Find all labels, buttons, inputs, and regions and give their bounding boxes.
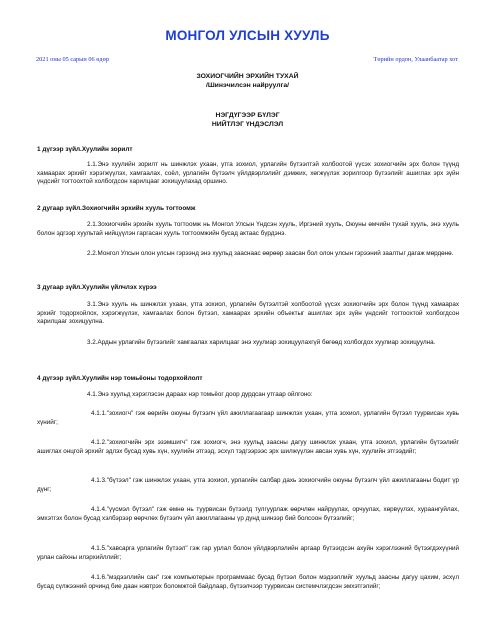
date-line: 2021 оны 05 сарын 06 өдөр xyxy=(36,56,109,63)
chapter-number: НЭГДҮГЭЭР БҮЛЭГ xyxy=(215,112,280,119)
definition-item: 4.1.2."зохиогчийн эрх эзэмшигч" гэж зохиогч, энэ хуульд заасны дагуу шинжлэх ухаан, утга зохиол, урлагийн бүтээлийг ашиглах онцгой эрхийг эдлэх бусад хувь хүн, хуулийн этгээд, эсхүл тэдгээрээс эрх шилжүүлэн авсан хувь хүн, хуулийн этгээдийг; xyxy=(37,439,459,455)
section-heading: 3 дугаар зүйл.Хуулийн үйлчлэх хүрээ xyxy=(37,284,157,291)
definition-item: 4.1.5."хавсарга урлагийн бүтээл" гэж гар урлал болон үйлдвэрлэлийн аргаар бүтээгдсэн ахуйн хэрэглээний бүтээгдэхүүний урлан сайхны илэрхийллийг; xyxy=(37,545,459,561)
definition-item: 4.1.3."бүтээл" гэж шинжлэх ухаан, утга зохиол, урлагийн салбар дахь зохиогчийн оюуны бүтээлч үйл ажиллагааны бодит үр дүнг; xyxy=(37,477,459,493)
chapter-title: НИЙТЛЭГ ҮНДЭСЛЭЛ xyxy=(211,121,284,128)
section-heading: 2 дугаар зүйл.Зохиогчийн эрхийн хууль тогтоомж xyxy=(37,205,196,212)
law-subtitle: /Шинэчилсэн найруулга/ xyxy=(205,82,290,89)
paragraph: 3.1.Энэ хууль нь шинжлэх ухаан, утга зохиол, урлагийн бүтээлтэй холбоотой үүсэх зохиогчийн эрх болон түүнд хамаарах эрхийг тодорхойлох, хэрэгжүүлэх, хамгаалах болон бүтээл, хамаарах эрхийн объектыг ашиглах эрх зүйн үндсийг тогтоохтой холбогдсон харилцааг зохицуулна. xyxy=(37,301,459,326)
paragraph: 4.1.Энэ хуульд хэрэглэсэн дараах нэр томьёог доор дурдсан утгаар ойлгоно: xyxy=(87,391,313,398)
definition-item: 4.1.1."зохиогч" гэж өөрийн оюуны бүтээлч үйл ажиллагаагаар шинжлэх ухаан, утга зохиол, урлагийн бүтээл туурвисан хувь хүнийг; xyxy=(37,410,459,426)
document-title: МОНГОЛ УЛСЫН ХУУЛЬ xyxy=(165,28,330,43)
law-title: ЗОХИОГЧИЙН ЭРХИЙН ТУХАЙ xyxy=(196,73,299,80)
paragraph: 2.2.Монгол Улсын олон улсын гэрээнд энэ хуульд зааснаас өөрөөр заасан бол олон улсын гэрээний заалтыг дагаж мөрдөнө. xyxy=(87,250,454,257)
definition-item: 4.1.6."мэдээллийн сан" гэж компьютерын программаас бусад бүтээл болон мэдээллийг хуульд заасны дагуу цахим, эсхүл бусад сүлжээний орчинд бие даан нэвтрэх боломжтой байдлаар, бүтээлчээр туурвисан системчлэгдсэн эмхэтгэлийг; xyxy=(37,574,459,590)
paragraph: 1.1.Энэ хуулийн зорилт нь шинжлэх ухаан, утга зохиол, урлагийн бүтээлтэй холбоотой үүсэх зохиогчийн эрх болон түүнд хамаарах эрхийг хэрэгжүүлэх, хамгаалах, соёл, урлагийн бүтээлч үйлдвэрлэлийг дэмжих, хөгжүүлэх зорилгоор бүтээлийг ашиглах эрх зүйн үндсийг тогтоохтой холбогдсон харилцааг зохицуулахад оршино. xyxy=(37,161,459,186)
paragraph: 2.1.Зохиогчийн эрхийн хууль тогтоомж нь Монгол Улсын Үндсэн хууль, Иргэний хууль, Оюуны өмчийн тухай хууль, энэ хууль болон эдгээр хуультай нийцүүлэн гаргасан хууль тогтоомжийн бусад актаас бүрдэнэ. xyxy=(37,221,459,237)
section-heading: 1 дүгээр зүйл.Хуулийн зорилт xyxy=(37,146,133,153)
definition-item: 4.1.4."үүсмэл бүтээл" гэж өмнө нь туурвисан бүтээлд тулгуурлаж өөрчлөн найруулах, орчуулах, хөрвүүлэх, хураангуйлах, эмхэтгэх болон бусад хэлбэрээр өөрчлөх бүтээлч үйл ажиллагааны үр дүнд шинээр бий болсоон бүтээлийг; xyxy=(37,506,459,522)
place-line: Төрийн ордон, Улаанбаатар хот xyxy=(373,56,458,63)
paragraph: 3.2.Ардын урлагийн бүтээлийг хамгаалах харилцааг энэ хуулиар зохицуулахгүй бөгөөд холбогдох хуулиар зохицуулна. xyxy=(87,339,436,346)
section-heading: 4 дүгээр зүйл.Хуулийн нэр томьёоны тодорхойлолт xyxy=(37,375,203,382)
